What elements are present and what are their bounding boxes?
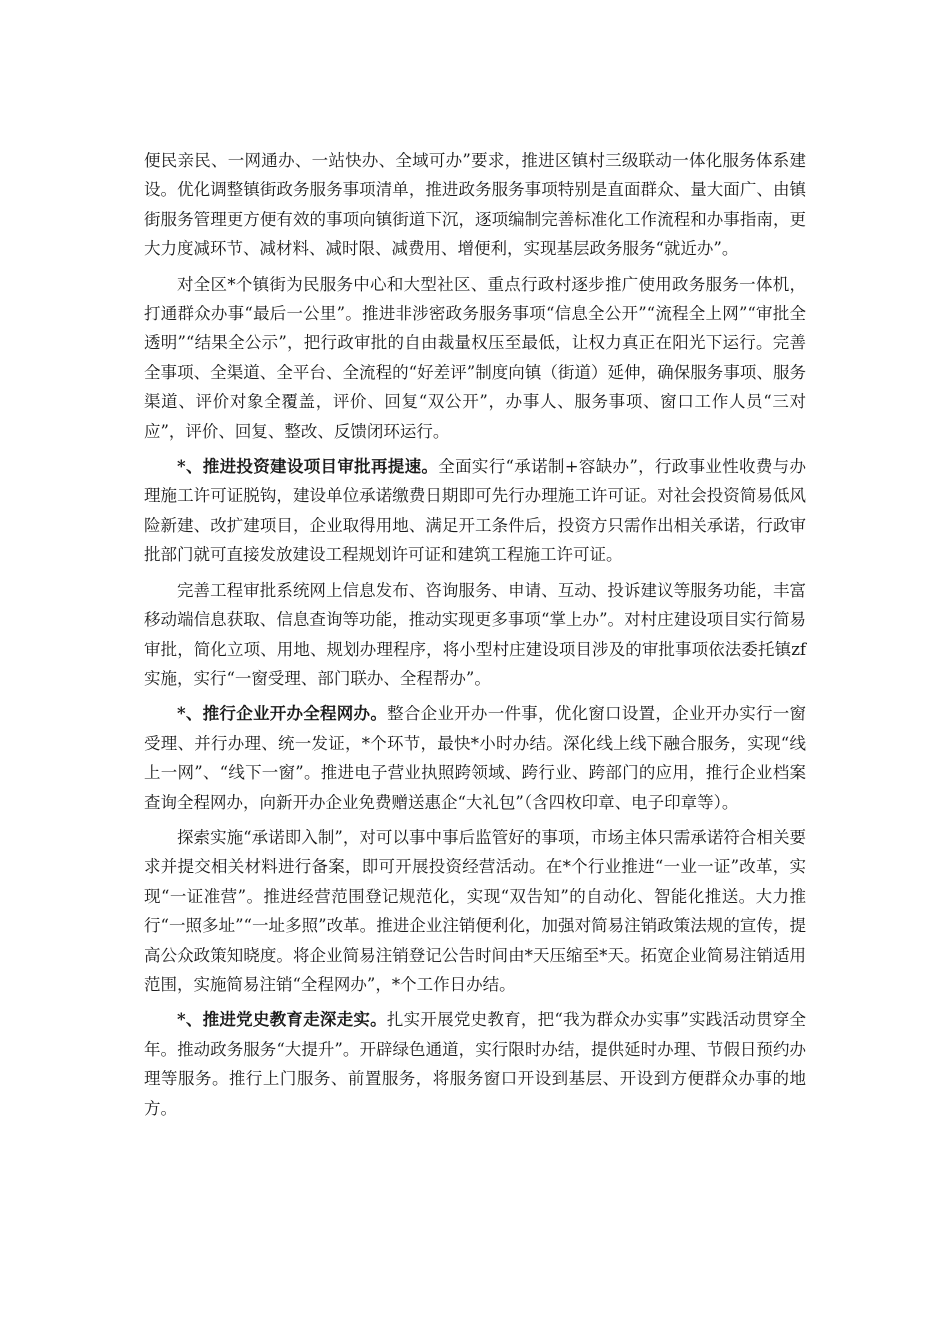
paragraph-2 (144, 270, 806, 446)
paragraph-6-text: 探索实施“承诺即入制”，对可以事中事后监管好的事项，市场主体只需承诺符合相关要求并提交相关材料进行备案，即可开展投资经营活动。在*个行业推进“一业一证”改革，实现“一证准营”。推进经营范围登记规范化，实现“双告知”的自动化、智能化推送。大力推行“一照多址”“一址多照”改革。推进企业注销便利化，加强对简易注销政策法规的宣传，提高公众政策知晓度。将企业简易注销登记公告时间由*天压缩至*天。拓宽企业简易注销适用范围，实施简易注销“全程网办”，*个工作日办结。 (144, 827, 806, 994)
paragraph-5 (144, 699, 806, 817)
paragraph-7 (144, 1005, 806, 1123)
paragraph-2-text: 对全区*个镇街为民服务中心和大型社区、重点行政村逐步推广使用政务服务一体机，打通群众办事“最后一公里”。推进非涉密政务服务事项“信息全公开”“流程全上网”“审批全透明”“结果全公示”，把行政审批的自由裁量权压至最低，让权力真正在阳光下运行。完善全事项、全渠道、全平台、全流程的“好差评”制度向镇（街道）延伸，确保服务事项、服务渠道、评价对象全覆盖，评价、回复“双公开”，办事人、服务事项、窗口工作人员“三对应”，评价、回复、整改、反馈闭环运行。 (144, 274, 806, 441)
section-heading-investment: *、推进投资建设项目审批再提速。 (177, 457, 439, 477)
paragraph-1-text: 便民亲民、一网通办、一站快办、全域可办”要求，推进区镇村三级联动一体化服务体系建设。优化调整镇街政务服务事项清单，推进政务服务事项特别是直面群众、量大面广、由镇街服务管理更方便有效的事项向镇街道下沉，逐项编制完善标准化工作流程和办事指南，更大力度减环节、减材料、减时限、减费用、增便利，实现基层政务服务“就近办”。 (144, 151, 806, 259)
paragraph-3 (144, 452, 806, 570)
section-heading-enterprise: *、推行企业开办全程网办。 (177, 704, 388, 724)
paragraph-3-text: 全面实行“承诺制+容缺办”，行政事业性收费与办理施工许可证脱钩，建设单位承诺缴费日期即可先行办理施工许可证。对社会投资简易低风险新建、改扩建项目，企业取得用地、满足开工条件后，投资方只需作出相关承诺，行政审批部门就可直接发放建设工程规划许可证和建筑工程施工许可证。 (144, 457, 806, 565)
paragraph-4-text: 完善工程审批系统网上信息发布、咨询服务、申请、互动、投诉建议等服务功能，丰富移动端信息获取、信息查询等功能，推动实现更多事项“掌上办”。对村庄建设项目实行简易审批，简化立项、用地、规划办理程序，将小型村庄建设项目涉及的审批事项依法委托镇zf实施，实行“一窗受理、部门联办、全程帮办”。 (144, 580, 806, 688)
document-body (144, 146, 806, 1129)
paragraph-6 (144, 823, 806, 999)
paragraph-1 (144, 146, 806, 264)
paragraph-7-text: 扎实开展党史教育，把“我为群众办实事”实践活动贯穿全年。推动政务服务“大提升”。开辟绿色通道，实行限时办结，提供延时办理、节假日预约办理等服务。推行上门服务、前置服务，将服务窗口开设到基层、开设到方便群众办事的地方。 (144, 1010, 806, 1118)
section-heading-party-history: *、推进党史教育走深走实。 (177, 1010, 387, 1030)
paragraph-4 (144, 576, 806, 694)
paragraph-5-text: 整合企业开办一件事，优化窗口设置，企业开办实行一窗受理、并行办理、统一发证，*个环节，最快*小时办结。深化线上线下融合服务，实现“线上一网”、“线下一窗”。推进电子营业执照跨领域、跨行业、跨部门的应用，推行企业档案查询全程网办，向新开办企业免费赠送惠企“大礼包”（含四枚印章、电子印章等）。 (144, 704, 806, 812)
